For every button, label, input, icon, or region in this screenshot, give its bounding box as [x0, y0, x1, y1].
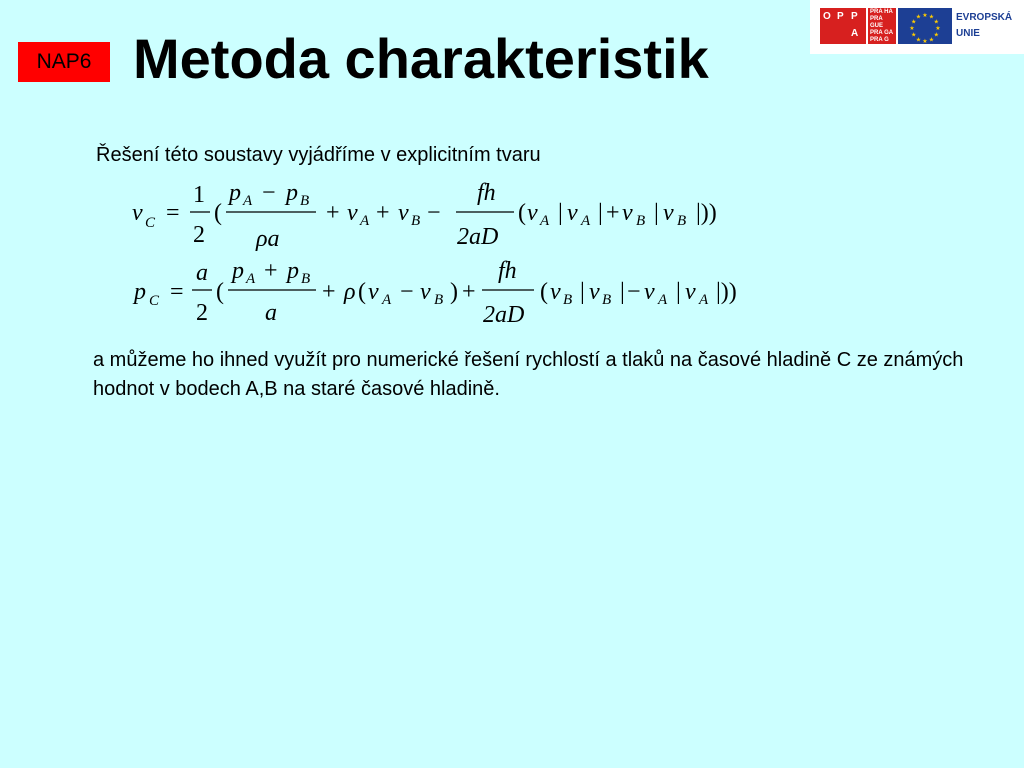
svg-text:B: B	[434, 292, 444, 308]
svg-text:★: ★	[933, 18, 939, 26]
svg-text:A: A	[243, 193, 253, 209]
svg-text:|)): |))	[716, 279, 737, 305]
svg-text:|)): |))	[696, 200, 717, 226]
formula-block	[130, 172, 770, 337]
svg-text:v: v	[347, 200, 358, 226]
svg-text:a: a	[196, 260, 208, 286]
svg-text:fh: fh	[498, 258, 517, 284]
svg-text:(: (	[214, 200, 222, 226]
slide-badge: NAP6	[18, 42, 110, 82]
svg-text:v: v	[622, 200, 633, 226]
svg-text:★: ★	[911, 18, 917, 26]
svg-text:2: 2	[196, 300, 208, 326]
svg-text:v: v	[567, 200, 578, 226]
svg-text:p: p	[286, 180, 298, 206]
svg-text:p: p	[287, 258, 299, 284]
svg-text:a: a	[265, 300, 277, 326]
svg-text:★: ★	[915, 13, 922, 21]
svg-text:ρa: ρa	[256, 226, 280, 252]
svg-text:|: |	[598, 200, 603, 226]
svg-text:fh: fh	[477, 180, 496, 206]
svg-text:A: A	[540, 213, 550, 229]
formula-v-c	[132, 180, 717, 252]
svg-text:−: −	[627, 279, 641, 305]
svg-text:): )	[450, 279, 458, 305]
svg-text:v: v	[550, 279, 561, 305]
logo-bar	[810, 0, 1024, 54]
svg-text:|: |	[580, 279, 585, 305]
praha-logo: PRA HA PRA GUE PRA GA PRA G	[868, 8, 896, 44]
svg-text:v: v	[368, 279, 379, 305]
svg-text:B: B	[602, 292, 612, 308]
svg-text:B: B	[300, 193, 310, 209]
svg-text:★: ★	[935, 25, 941, 32]
body-text: a můžeme ho ihned využít pro numerické řešení rychlostí a tlaků na časové hladině C ze známých hodnot v bodech A,B na staré časové hladině.	[93, 349, 964, 400]
svg-text:A: A	[360, 213, 370, 229]
svg-text:v: v	[685, 279, 696, 305]
svg-text:★: ★	[911, 31, 917, 39]
svg-text:v: v	[527, 200, 538, 226]
svg-text:★: ★	[928, 36, 935, 44]
svg-text:B: B	[301, 271, 311, 287]
svg-text:A: A	[382, 292, 392, 308]
svg-text:=: =	[166, 200, 180, 226]
svg-text:★: ★	[915, 36, 922, 44]
svg-text:(: (	[358, 279, 366, 305]
intro-text: Řešení této soustavy vyjádříme v explicitním tvaru	[96, 144, 541, 166]
svg-text:C: C	[149, 293, 160, 309]
svg-text:★: ★	[928, 13, 935, 21]
svg-text:p: p	[232, 258, 244, 284]
svg-text:+: +	[606, 200, 620, 226]
formula-svg	[130, 172, 770, 332]
svg-text:−: −	[400, 279, 414, 305]
svg-text:A: A	[658, 292, 668, 308]
svg-text:+: +	[326, 200, 340, 226]
svg-text:★: ★	[922, 12, 928, 19]
svg-text:★: ★	[922, 38, 928, 44]
svg-text:+: +	[376, 200, 390, 226]
opp-logo: O P P A	[820, 8, 866, 44]
svg-text:+: +	[322, 279, 336, 305]
svg-text:A: A	[581, 213, 591, 229]
svg-text:=: =	[170, 279, 184, 305]
svg-text:C: C	[145, 215, 156, 231]
svg-text:(: (	[540, 279, 548, 305]
svg-text:v: v	[589, 279, 600, 305]
svg-text:A: A	[699, 292, 709, 308]
slide-title: Metoda charakteristik	[133, 27, 709, 90]
svg-text:(: (	[216, 279, 224, 305]
svg-text:v: v	[398, 200, 409, 226]
svg-text:2aD: 2aD	[457, 224, 499, 250]
svg-text:+: +	[462, 279, 476, 305]
svg-text:v: v	[644, 279, 655, 305]
svg-text:p: p	[134, 279, 146, 305]
svg-text:A: A	[246, 271, 256, 287]
svg-text:★: ★	[933, 31, 939, 39]
svg-text:v: v	[663, 200, 674, 226]
svg-text:−: −	[262, 180, 276, 206]
svg-text:p: p	[229, 180, 241, 206]
svg-text:v: v	[420, 279, 431, 305]
svg-text:−: −	[427, 200, 441, 226]
svg-text:B: B	[411, 213, 421, 229]
svg-text:B: B	[563, 292, 573, 308]
formula-p-c	[132, 258, 737, 328]
svg-text:B: B	[677, 213, 687, 229]
svg-text:1: 1	[193, 182, 205, 208]
svg-text:|: |	[620, 279, 625, 305]
svg-text:ρ: ρ	[344, 279, 356, 305]
svg-text:B: B	[636, 213, 646, 229]
eu-flag-icon	[898, 8, 952, 44]
svg-text:|: |	[676, 279, 681, 305]
svg-text:+: +	[264, 258, 278, 284]
svg-text:2: 2	[193, 222, 205, 248]
eu-label: EVROPSKÁ UNIE	[956, 12, 1013, 39]
svg-text:|: |	[654, 200, 659, 226]
svg-text:(: (	[518, 200, 526, 226]
svg-text:★: ★	[909, 25, 915, 32]
svg-text:v: v	[132, 200, 143, 226]
svg-text:2aD: 2aD	[483, 302, 525, 328]
svg-text:|: |	[558, 200, 563, 226]
